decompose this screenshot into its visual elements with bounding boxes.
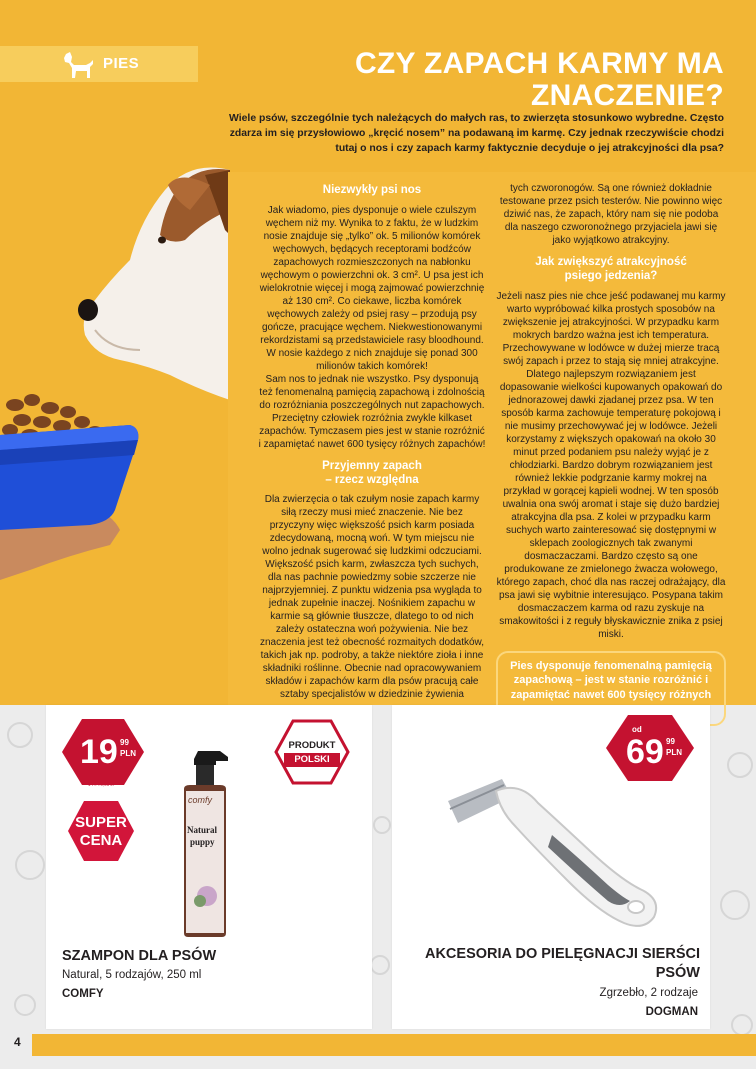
product-name: SZAMPON DLA PSÓW (62, 948, 217, 964)
article-paragraph: Jeżeli nasz pies nie chce jeść podawanej mu karmy warto wypróbować kilka prostych sposobów na zwiększenie jej atrakcyjności. W przypadku karm mokrych bardzo ważna jest ich temperatura. Przechowywane w lodówce w dużej mierze tracą swój zapach i przez to stają się mniej atrakcyjne. Dlatego najlepszym rozwiązaniem jest dopasowanie wielkości kupowanych opakowań do jednorazowej dawki zjadanej przez psa. W ten sposób karma zachowuje temperaturę pokojową i nie musimy przechowywać jej w lodówce. Jeżeli korzystamy z większych opakowań na około 30 minut przed podaniem psu należy wyjąć je z chłodziarki. Bardzo dobrym rozwiązaniem jest również lekkie podgrzanie karmy mokrej na przykład w gorącej kąpieli wodnej. W ten sposób uwalnia ona swój aromat i staje się dużo bardziej atrakcyjna dla psa. Z kolei w przypadku karm suchych warto zainteresować się dostępnymi w sklepach zoologicznych tak zwanymi dosmaczaczami. Bardzo często są one produkowane ze zmielonego żwacza wołowego, którego zapach, choć dla nas raczej odrażający, dla psa jawi się wybitnie interesująco. Posypana takim dosmaczaczem karma od razu zyskuje na smakowitości i z reguły błyskawicznie znika z psiej miski. (496, 290, 726, 640)
product-card-grooming[interactable] (392, 705, 710, 1029)
price-tag: 19 99 PLN (62, 719, 144, 785)
produkt-polski-badge: PRODUKT POLSKI (274, 719, 350, 785)
product-name: AKCESORIA DO PIELĘGNACJI SIERŚCI PSÓW (424, 946, 700, 981)
footer-bar (32, 1034, 756, 1056)
article-column-left (258, 182, 486, 701)
product-brand: COMFY (62, 988, 104, 1000)
page-title: CZY ZAPACH KARMY MA ZNACZENIE? (354, 47, 724, 112)
article-paragraph: Jak wiadomo, pies dysponuje o wiele czulszym węchem niż my. Wynika to z faktu, że w ludzkim nosie znajduje się „tylko” ok. 5 milionów komórek węchowych, będących receptorami bodźców zapachowych rozmieszczonych na nabłonku węchowym o powierzchni ok. 3 cm². U psa jest ich wielokrotnie więcej i mogą zajmować powierzchnię aż 130 cm². Co ciekawe, liczba komórek węchowych zależy od psiej rasy – przodują psy gończe, pracujące węchem. Niekwestionowanymi rekordzistami są przedstawiciele rasy bloodhound. W nosie każdego z nich znajduje się ponad 300 milionów takich komórek! (259, 204, 485, 372)
grooming-tool-image (440, 771, 670, 931)
dog-icon (60, 50, 96, 80)
unit-price: 1 l = 79,96 zł (88, 782, 114, 787)
section-heading: Niezwykły psi nos (322, 184, 422, 196)
lead-paragraph: Wiele psów, szczególnie tych należących do małych ras, to zwierzęta stosunkowo wybredne. Często zdarza im się przysłowiowo „kręcić nosem” na podawaną im karmę. Czy jednak rzeczywiście chodzi tutaj o nos i czy zapach karmy faktycznie decyduje o jej atrakcyjności dla psa? (229, 113, 724, 154)
section-heading: Jak zwiększyć atrakcyjność psiego jedzenia? (535, 256, 687, 282)
page-number: 4 (14, 1035, 21, 1049)
dog-illustration (0, 150, 230, 580)
article-paragraph: Dla zwierzęcia o tak czułym nosie zapach karmy siłą rzeczy musi mieć znaczenie. Nie bez przyczyny więc większość psich karm posiada zdecydowaną, mocną woń. W tym miejscu nie wolno jednak sugerować się ludzkimi odczuciami. Większość psich karm, zwłaszcza tych suchych, dla nas pachnie powiedzmy sobie szczerze nie najprzyjemniej. Z punktu widzenia psa wygląda to jednak zupełnie inaczej. Nośnikiem zapachu w karmie są głównie tłuszcze, dlatego to od nich zależy ostateczna woń pożywienia. Nie bez znaczenia jest też obecność rozmaitych dodatków, takich jak np. podroby, a także niektóre zioła i inne składniki roślinne. Obecnie nad opracowywaniem składów i zapachów karm dla psów pracują całe sztaby specjalistów w dziedzinie żywienia (259, 494, 484, 701)
product-brand: DOGMAN (645, 1006, 698, 1018)
article-column-right (496, 182, 726, 726)
product-card-shampoo[interactable] (46, 705, 372, 1029)
article-paragraph: Sam nos to jednak nie wszystko. Psy dysponują też fenomenalną pamięcią zapachową i zdolnością do rozróżniania poszczególnych nut zapachowych. Przeciętny człowiek rozróżnia zwykle kilkaset zapachów. Tymczasem pies jest w stanie rozróżnić i zapamiętać nawet 600 tysięcy różnych zapachów! (258, 373, 486, 450)
article-paragraph: tych czworonogów. Są one również dokładnie testowane przez psich testerów. Nie powinno więc dziwić nas, że zapach, który nam się nie podoba dla naszego czworonożnego przyjaciela jawi się jako wyjątkowo atrakcyjny. (499, 183, 723, 246)
article-box (228, 172, 756, 705)
category-tab (0, 46, 198, 82)
category-label: PIES (103, 55, 140, 72)
highlight-box: Pies dysponuje fenomenalną pamięcią zapachową – jest w stanie rozróżnić i zapamiętać nawet 600 tysięcy różnych (496, 651, 726, 726)
shampoo-bottle-image: comfy Natural puppy (176, 751, 234, 937)
section-heading: Przyjemny zapach – rzecz względna (322, 459, 422, 486)
super-cena-badge: SUPER CENA (68, 801, 134, 861)
product-description: Zgrzebło, 2 rodzaje (599, 987, 698, 999)
price-tag: od 69 99 PLN (606, 715, 694, 781)
product-description: Natural, 5 rodzajów, 250 ml (62, 969, 202, 981)
